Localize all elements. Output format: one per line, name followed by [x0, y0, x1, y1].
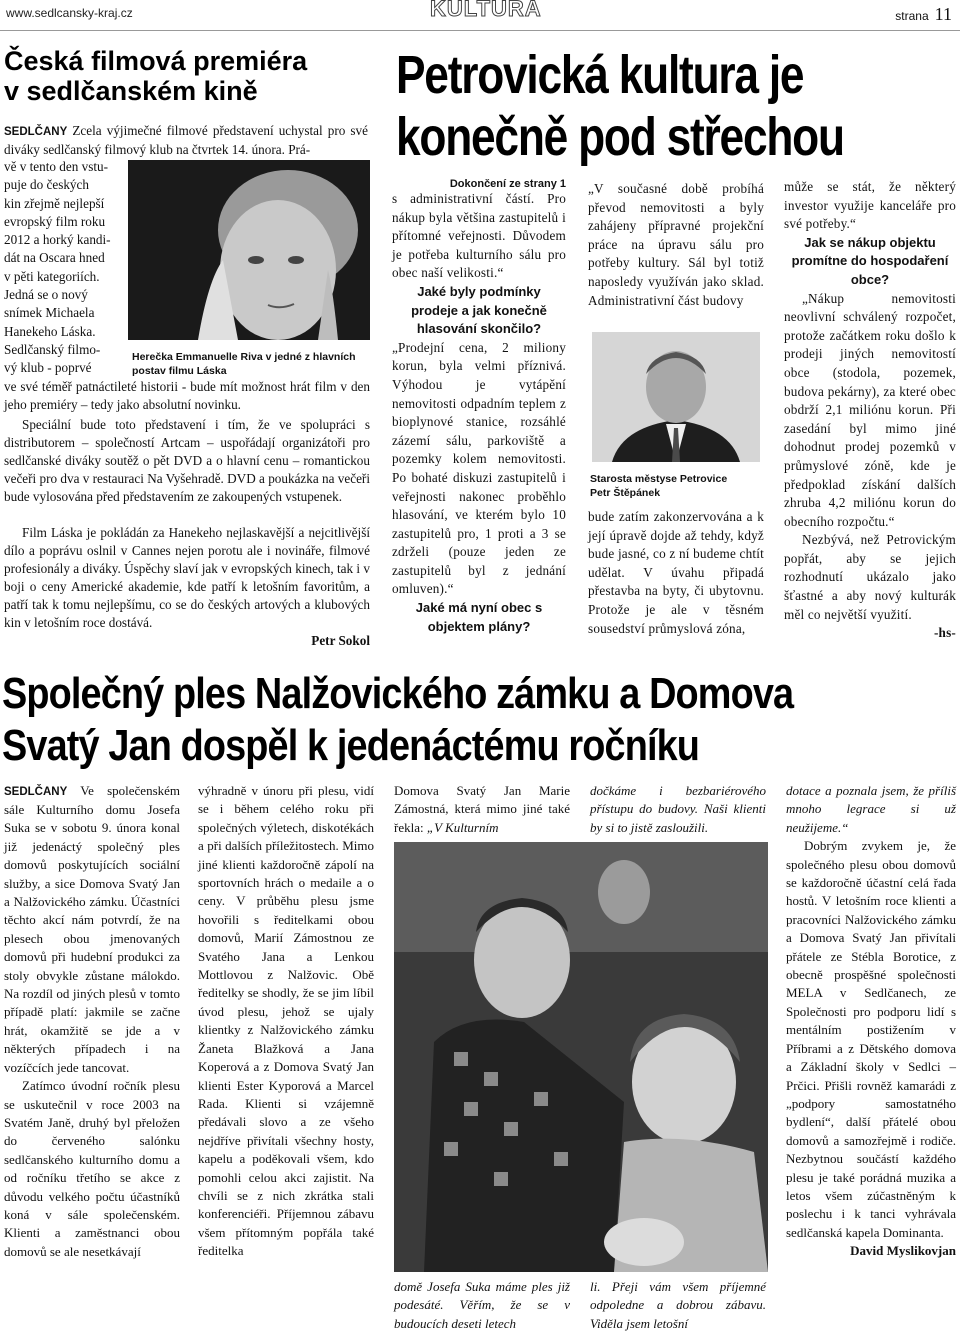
article1-title-line2: v sedlčanském kině	[4, 76, 258, 106]
article3-col5	[786, 782, 956, 1261]
side-line: snímek Michaela	[4, 305, 95, 321]
article2-col2-b: bude zatím zakonzervována a k její úpravě dojde až tehdy, když bude jasné, co z ní budeme chtít udělat. V úvahu připadá přestavba na byty, či ubytovnu. Protože je ale v těsném sousedství průmyslová zóna,	[588, 509, 764, 636]
article3-col5-quote: dotace a poznala jsem, že příliš mnoho legrace si už neužijeme.“	[786, 783, 956, 835]
article2-col2	[588, 180, 764, 310]
article3-col3-top-quote: „V Kulturním	[426, 819, 499, 835]
article1-p3: Film Láska je pokládán za Hanekeho nejlaskavější a nejcitlivější dílo a poprávu oslnil v Cannes nejen porotu ale i novináře, filmové profesionály a diváky. Úspěchy slaví jak v evropských kinech, tak i v boji o ceny Americké akademie, kde patří k letošním favoritům, a patří tak k tomu nejlepšímu, co se do českých artových a klubových kin v letošním roce dostává.	[4, 525, 370, 630]
actress-photo	[128, 160, 370, 340]
article3-col5-text: Dobrým zvykem je, že společného plesu obou domovů se každoročně účastní celá řada hostů. V letošním roce klienti a pracovníci Nalžovického zámku a Domova Svatý Jan přivítali přátele ze Stébla Borotice, z obecně prospěšné společnosti MELA v Sedlčanech, ze Společnosti pro podporu lidí s mentálním postižením v Příbrami a z Dětského domova a Základní školy v Sedlci – Prčici. Přišli rovněž kamarádi z „podpory samostatného bydlení“, další přátelé obou domovů a samozřejmě i rodiče. Nezbytnou součástí každého plesu je také porádná muzika a letos všem zúčastněným k poslechu i k tanci vyhrávala sedlčanská kapela Dominanta.	[786, 838, 956, 1240]
mayor-caption-line2: Petr Štěpánek	[590, 487, 661, 499]
article1-title-line1: Česká filmová premiéra	[4, 46, 308, 76]
article2-title	[396, 44, 858, 168]
mayor-caption-line1: Starosta městyse Petrovice	[590, 473, 728, 485]
article2-title-line1: Petrovická kultura je	[396, 45, 804, 105]
article3-col3-bottom: domě Josefa Suka máme ples již podesáté. Věřím, že se v budoucích deseti letech	[394, 1279, 570, 1331]
article2-col1-b: „Prodejní cena, 2 miliony korun, byla velmi příznivá. Výhodou je vytápění nemovitosti odpadním teplem z bioplynové stanice, rozsáhlé zázemí sálu, parkoviště a pozemky kolem nemovitosti. Po bohaté diskuzi zastupitelů i veřejnosti nakonec proběhlo hlasování, ve kterém bylo 10 zastupitelů pro, 1 proti a 3 se zdrželi (pouze jeden ze zastupitelů byl z jednání omluven).“	[392, 339, 566, 597]
side-line: puje do českých	[4, 177, 89, 193]
side-line: vě v tento den vstu-	[4, 159, 109, 174]
mayor-photo	[592, 332, 760, 462]
article2-question1: Jaké byly podmínky prodeje a jak konečně hlasování skončilo?	[411, 283, 547, 337]
article2-author: -hs-	[933, 625, 956, 641]
page-indicator	[895, 4, 952, 25]
side-line: Sedlčanský filmo-	[4, 341, 101, 357]
page-number: 11	[934, 4, 952, 24]
article3-lead: SEDLČANY	[4, 786, 68, 798]
mayor-photo-caption	[590, 472, 766, 500]
side-line: 2012 a horký kandi-	[4, 232, 111, 248]
article2-col1	[392, 178, 566, 636]
side-line: kin zřejmě nejlepší	[4, 195, 105, 211]
article1-intro-text: Zcela výjimečné filmové představení uchystal pro své diváky sedlčanský filmový klub na čtvrtek 14. února. Prá-	[4, 123, 368, 157]
continued-note: Dokončení ze strany 1	[449, 178, 566, 190]
site-url: www.sedlcansky-kraj.cz	[6, 6, 133, 20]
header-divider	[0, 30, 960, 31]
side-line: evropský film roku	[4, 213, 106, 229]
page-label: strana	[895, 9, 929, 23]
article2-col1-a: s administrativní částí. Pro nákup byla většina zastupitelů i přítomné veřejnosti. Důvodem je potřeba kulturního sálu pro obec naší velikosti.“	[392, 191, 566, 281]
article1-author: Petr Sokol	[311, 633, 370, 648]
article2-question3: Jak se nákup objektu promítne do hospodaření obce?	[791, 234, 949, 287]
article3-col4-bottom: li. Přeji vám všem příjemné odpoledne a dobrou zábavu. Viděla jsem letošní	[590, 1279, 766, 1331]
article2-col3	[784, 178, 956, 643]
article1-p1-rest: ve své téměř patnáctileté historii - bude mít možnost hrát film v den jeho premiéry – tedy jako absolutní novinku.	[4, 379, 370, 412]
actress-photo-caption: Herečka Emmanuelle Riva v jedné z hlavních postav filmu Láska	[132, 351, 356, 377]
side-line: dát na Oscara hned	[4, 250, 105, 266]
article3-col1-b: Zatímco úvodní ročník plesu se uskutečnil v roce 2003 na Svatém Janě, druhý byl přeložen do červeného salónku sedlčanského kulturního domu a od ročníku třetího se akce z důvodu velkého počtu účastníků koná v sále společenském. Klienti a zaměstnanci obou domovů se ale nesetkávají	[4, 1078, 180, 1259]
article2-question2: Jaké má nyní obec s objektem plány?	[415, 600, 543, 634]
article1-title	[4, 46, 376, 106]
article3-col2: výhradně v únoru při plesu, vidí se i během celého roku při společných výletech, diskotékách a při dalších příležitostech. Mimo jiné klienti každoročně zápolí na sportovních hrách o medaile a o ceny. V průběhu plesu jsme hovořili s ředitelkami obou domovů, Marií Zámostnou ze Svatého Jana a Lenkou Mottlovou z Nalžovic. Obě ředitelky se shodly, že se jim líbil úvod plesu, jehož se ujaly klientky z Nalžovického zámku Žaneta Blažková a Jana Koperová a z Domova Svatý Jan klienti Ester Kyporová a Marcel Rada. Klienti si vzájemně předávali slovo a ze všeho nejdříve přivítali všechny hosty, kapelu a poděkovali všem, kdo pomohli celou akci zajistit. Na chvíli se z nich zkrátka stali konferenciéři. Příjemnou zábavu všem přítomným popřála také ředitelka	[198, 783, 374, 1259]
article2-col3-b: „Nákup nemovitosti neovlivní schválený rozpočet, protože začátkem roku došlo k prodeji jiných nemovitostí obce (stodola, pozemek, budova pekárny), za které obec obdrží 2,1 miliónu korun. Při zasedání byl mimo jiné dohodnut prodej pozemků v průmyslové zóně, kde je předpoklad získání dalších zhruba 4,2 miliónu korun do obecního rozpočtu.“	[784, 290, 956, 529]
article3-col3-top-plain: Domova Svatý Jan Marie Zámostná, která mimo jiné také řekla:	[394, 783, 570, 835]
side-line: vý klub - poprvé	[4, 360, 92, 376]
article3-col4-top: dočkáme i bezbariérového přístupu do budovy. Naši klienti by si to jistě zasloužili.	[590, 783, 766, 835]
section-rubric: KULTURA	[430, 0, 542, 21]
article2-col3-a: může se stát, že některý investor využije kanceláře pro své potřeby.“	[784, 179, 956, 232]
article1-lead: SEDLČANY	[4, 126, 68, 138]
article2-col3-c: Nezbývá, než Petrovickým popřát, aby se jejich rozhodnutí ukázalo jako šťastné a aby nový kulturák měl co největší využití.	[784, 532, 956, 622]
article3-col1	[4, 782, 180, 1261]
dance-photo	[394, 842, 768, 1272]
article1-intro	[4, 122, 368, 159]
article3-title	[2, 668, 828, 772]
side-line: v pěti kategoriích.	[4, 268, 100, 284]
article3-title-line2: Svatý Jan dospěl k jedenáctému ročníku	[2, 721, 700, 770]
article3-col1-a-text: Ve společenském sále Kulturního domu Josefa Suka se v sobotu 9. února konal již jedenáctý společný ples domovů poskytujících sociální služby, a sice Domova Svatý Jan a Nalžovického zámku. Účastníci těchto akcí nám potvrdí, že na plesech obou jmenovaných domovů při hudební produkci za stoly obvykle zůstane málokdo. Na rozdíl od jiných plesů v tomto případě platí: jakmile se začne hrát, okamžitě se jde a v některých případech i na vozíčcích jede tancovat.	[4, 783, 181, 1075]
side-line: Jedná se o nový	[4, 287, 88, 303]
side-line: Hanekeho Láska.	[4, 323, 96, 339]
article2-title-line2: konečně pod střechou	[396, 107, 844, 167]
article1-side-column	[4, 158, 122, 378]
article3-col3-top	[394, 782, 570, 837]
article3-author: David Myslikovjan	[850, 1243, 956, 1259]
article1-p2: Speciální bude toto představení i tím, že ve spolupráci s distributorem – společností Artcam – uspořádají organizátoři pro sedlčanské diváky soutěž o pět DVD a o hlavní cenu – romantickou večeři pro dva v restauraci Na Vyšehradě. DVD a poukázka na večeři bude vylosována před představením ze zakoupených vstupenek.	[4, 417, 370, 504]
article3-title-line1: Společný ples Nalžovického zámku a Domova	[2, 669, 794, 718]
article2-col2-a: „V současné době probíhá převod nemovitosti a byly zahájeny přípravné projekční práce na úpravu sálu pro potřeby kultury. Sál byl totiž naposledy využíván jako sklad. Administrativní část budovy	[588, 181, 764, 308]
article3-col1-a	[4, 782, 180, 1077]
